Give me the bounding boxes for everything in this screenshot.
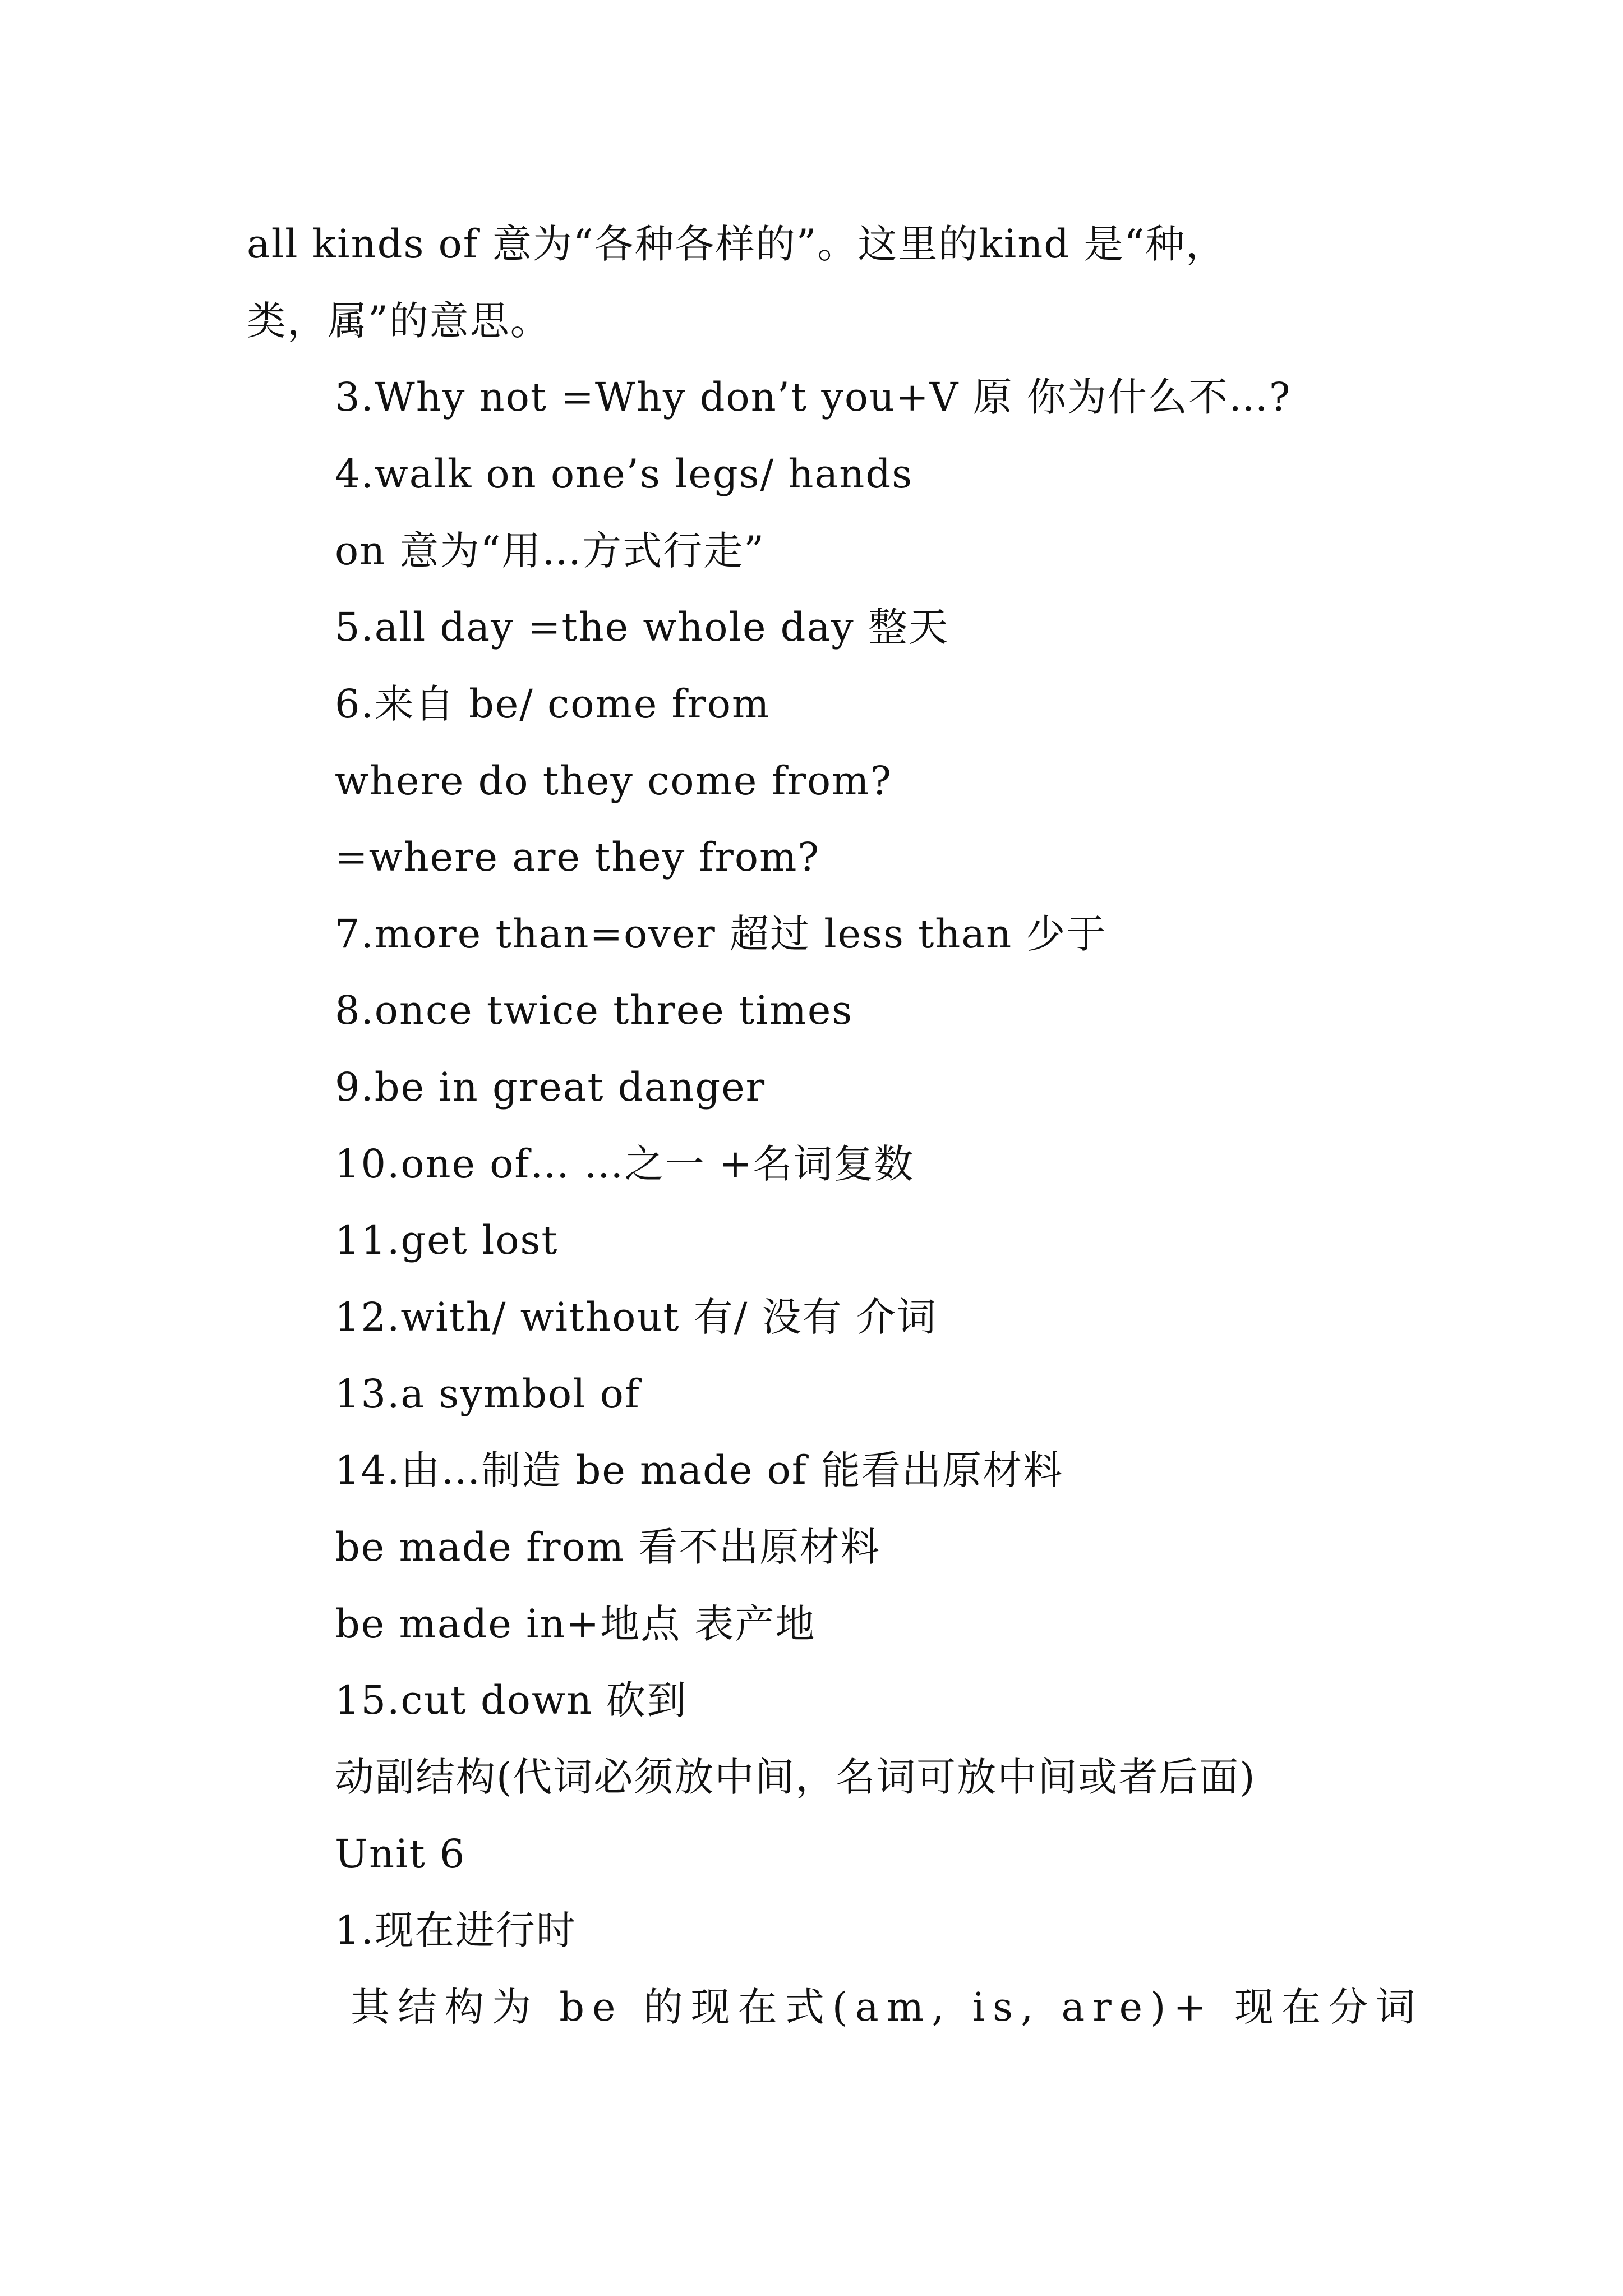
text-line: 6.来自 be/ come from xyxy=(335,681,771,727)
text-line: 15.cut down 砍到 xyxy=(335,1677,688,1723)
text-line: 7.more than=over 超过 less than 少于 xyxy=(335,911,1107,957)
text-line: =where are they from? xyxy=(335,834,820,880)
text-line: 14.由…制造 be made of 能看出原材料 xyxy=(335,1447,1063,1493)
text-line: 8.once twice three times xyxy=(335,987,854,1033)
text-line: 9.be in great danger xyxy=(335,1064,766,1110)
text-line: 5.all day =the whole day 整天 xyxy=(335,604,949,650)
text-line: 10.one of… …之一 +名词复数 xyxy=(335,1141,915,1187)
text-line: where do they come from? xyxy=(335,758,893,804)
text-line: 4.walk on one’s legs/ hands xyxy=(335,451,914,497)
text-line: 其结构为 be 的现在式(am, is, are)+ 现在分词 xyxy=(351,1984,1423,2030)
section-heading: Unit 6 xyxy=(335,1831,466,1877)
text-line: 3.Why not =Why don’t you+V 原 你为什么不…? xyxy=(335,374,1292,420)
text-line: 12.with/ without 有/ 没有 介词 xyxy=(335,1294,937,1340)
text-line: all kinds of 意为“各种各样的”。这里的kind 是“种， xyxy=(247,221,1227,267)
text-line: 1.现在进行时 xyxy=(335,1907,577,1953)
text-line: be made in+地点 表产地 xyxy=(335,1601,816,1647)
text-line: on 意为“用…方式行走” xyxy=(335,528,766,574)
text-line: 13.a symbol of xyxy=(335,1371,640,1417)
text-line: 类，属”的意思。 xyxy=(247,298,551,344)
text-line: be made from 看不出原材料 xyxy=(335,1524,881,1570)
text-line: 11.get lost xyxy=(335,1217,559,1263)
text-line: 动副结构(代词必须放中间，名词可放中间或者后面) xyxy=(335,1754,1256,1800)
